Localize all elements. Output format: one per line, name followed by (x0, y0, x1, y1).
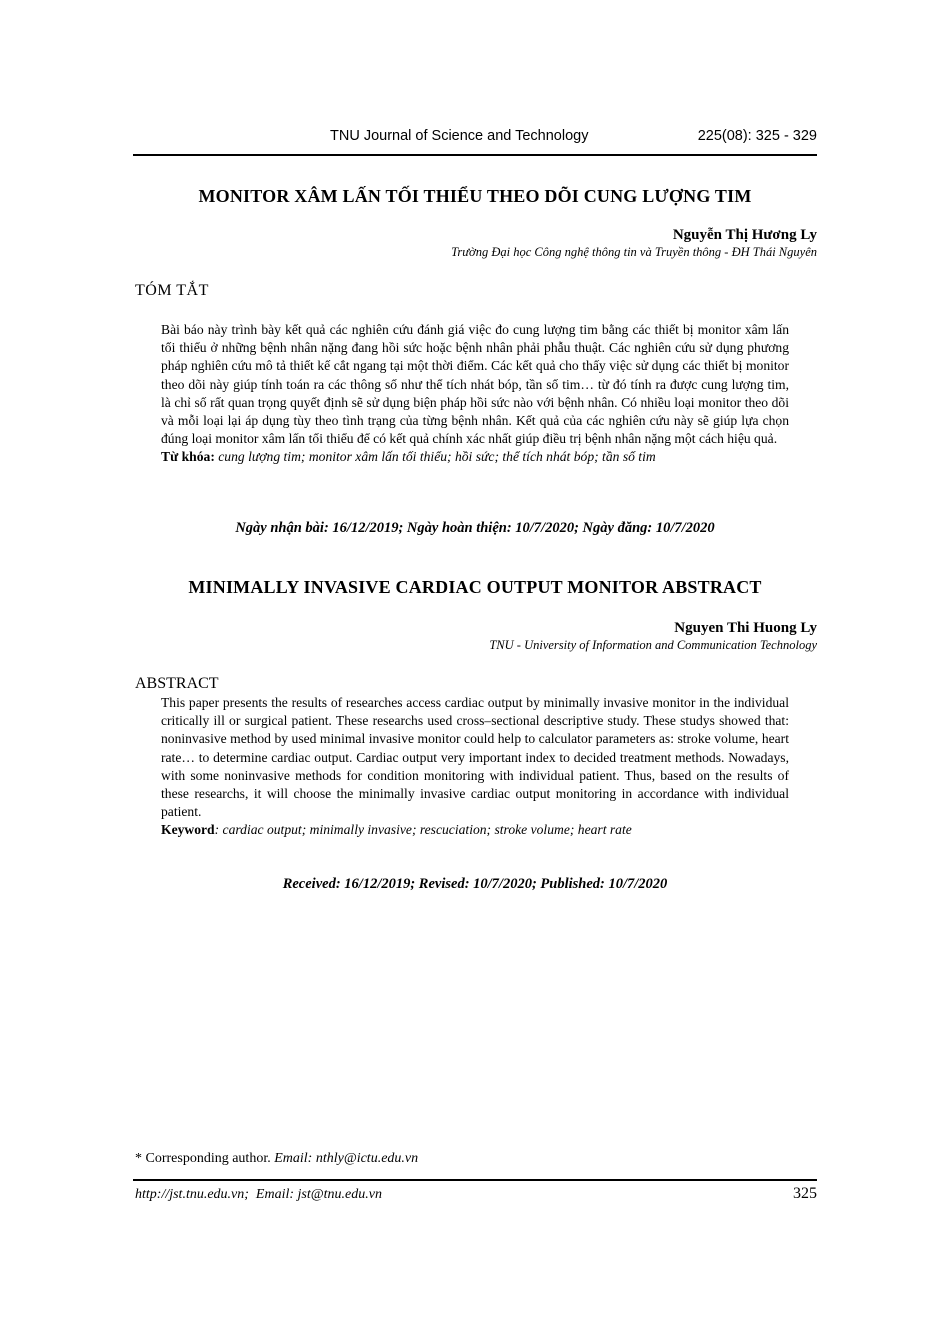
keywords-vietnamese (161, 448, 789, 466)
volume-pages: 225(08): 325 - 329 (697, 128, 817, 144)
keywords-label: Keyword (161, 822, 215, 838)
abstract-english-text: This paper presents the results of researches access cardiac output by minimally invasive monitor in the individual critically ill or surgical patient. These researchs used cross–sectional descriptive study. These studys showed that: noninvasive method by used minimal invasive monitor could help to calculator parameters as: stroke volume, heart rate… to determine cardiac output. Cardiac output very important index to decided treatment methods. Nowadays, with some noninvasive methods for condition monitoring with individual patient. Thus, based on the results of these researchs, it will choose the minimally invasive cardiac output monitoring in accordance with individual patient. (161, 695, 789, 820)
footer-rule (133, 1179, 817, 1181)
abstract-english (161, 694, 789, 840)
dates-vietnamese: Ngày nhận bài: 16/12/2019; Ngày hoàn thiện: 10/7/2020; Ngày đăng: 10/7/2020 (235, 520, 715, 536)
section-heading-abstract: ABSTRACT (135, 675, 219, 692)
corresponding-author (135, 1151, 418, 1167)
footer-links: http://jst.tnu.edu.vn; Email: jst@tnu.edu.vn (135, 1187, 382, 1202)
corresponding-email: Email: nthly@ictu.edu.vn (274, 1151, 419, 1166)
dates-english: Received: 16/12/2019; Revised: 10/7/2020; Published: 10/7/2020 (282, 876, 668, 892)
title-vietnamese: MONITOR XÂM LẤN TỐI THIỂU THEO DÕI CUNG LƯỢNG TIM (198, 186, 752, 206)
affiliation-vietnamese: Trường Đại học Công nghệ thông tin và Truyền thông - ĐH Thái Nguyên (451, 245, 817, 259)
header-rule (133, 154, 817, 156)
abstract-vietnamese (161, 321, 789, 467)
title-english: MINIMALLY INVASIVE CARDIAC OUTPUT MONITOR ABSTRACT (188, 577, 762, 597)
keywords-english (161, 821, 789, 839)
section-heading-tom-tat: TÓM TẮT (135, 282, 209, 299)
keywords-label: Từ khóa: (161, 449, 215, 465)
corresponding-label: * Corresponding author. (135, 1151, 275, 1166)
author-vietnamese: Nguyễn Thị Hương Ly (672, 227, 817, 243)
affiliation-english: TNU - University of Information and Communication Technology (489, 638, 817, 652)
page-number: 325 (793, 1185, 817, 1202)
journal-name: TNU Journal of Science and Technology (330, 128, 589, 144)
keywords-list: cung lượng tim; monitor xâm lấn tối thiểu; hồi sức; thể tích nhát bóp; tần số tim (214, 449, 656, 465)
keywords-list: : cardiac output; minimally invasive; rescuciation; stroke volume; heart rate (214, 822, 632, 838)
abstract-vietnamese-text: Bài báo này trình bày kết quả các nghiên cứu đánh giá việc đo cung lượng tim bằng các thiết bị monitor xâm lấn tối thiểu ở những bệnh nhân nặng đang hồi sức hoặc bệnh nhân phải phẫu thuật. Các nghiên cứu sử dụng phương pháp nghiên cứu mô tả thiết kế cắt ngang tại một thời điểm. Các kết quả cho thấy việc sử dụng các thiết bị monitor theo dõi này giúp tính toán ra các thông số như thể tích nhát bóp, tần số tim… từ đó tính ra được cung lượng tim, là chỉ số rất quan trọng quyết định sẽ sử dụng biện pháp hồi sức nào với bệnh nhân. Có nhiều loại monitor theo dõi và mỗi loại lại áp dụng tùy theo tình trạng của từng bệnh nhân. Kết quả của các nghiên cứu này sẽ giúp lựa chọn đúng loại monitor xâm lấn tối thiểu để có kết quả chính xác nhất giúp điều trị bệnh nhân nặng một cách hiệu quả. (161, 322, 789, 447)
author-english: Nguyen Thi Huong Ly (674, 620, 817, 636)
